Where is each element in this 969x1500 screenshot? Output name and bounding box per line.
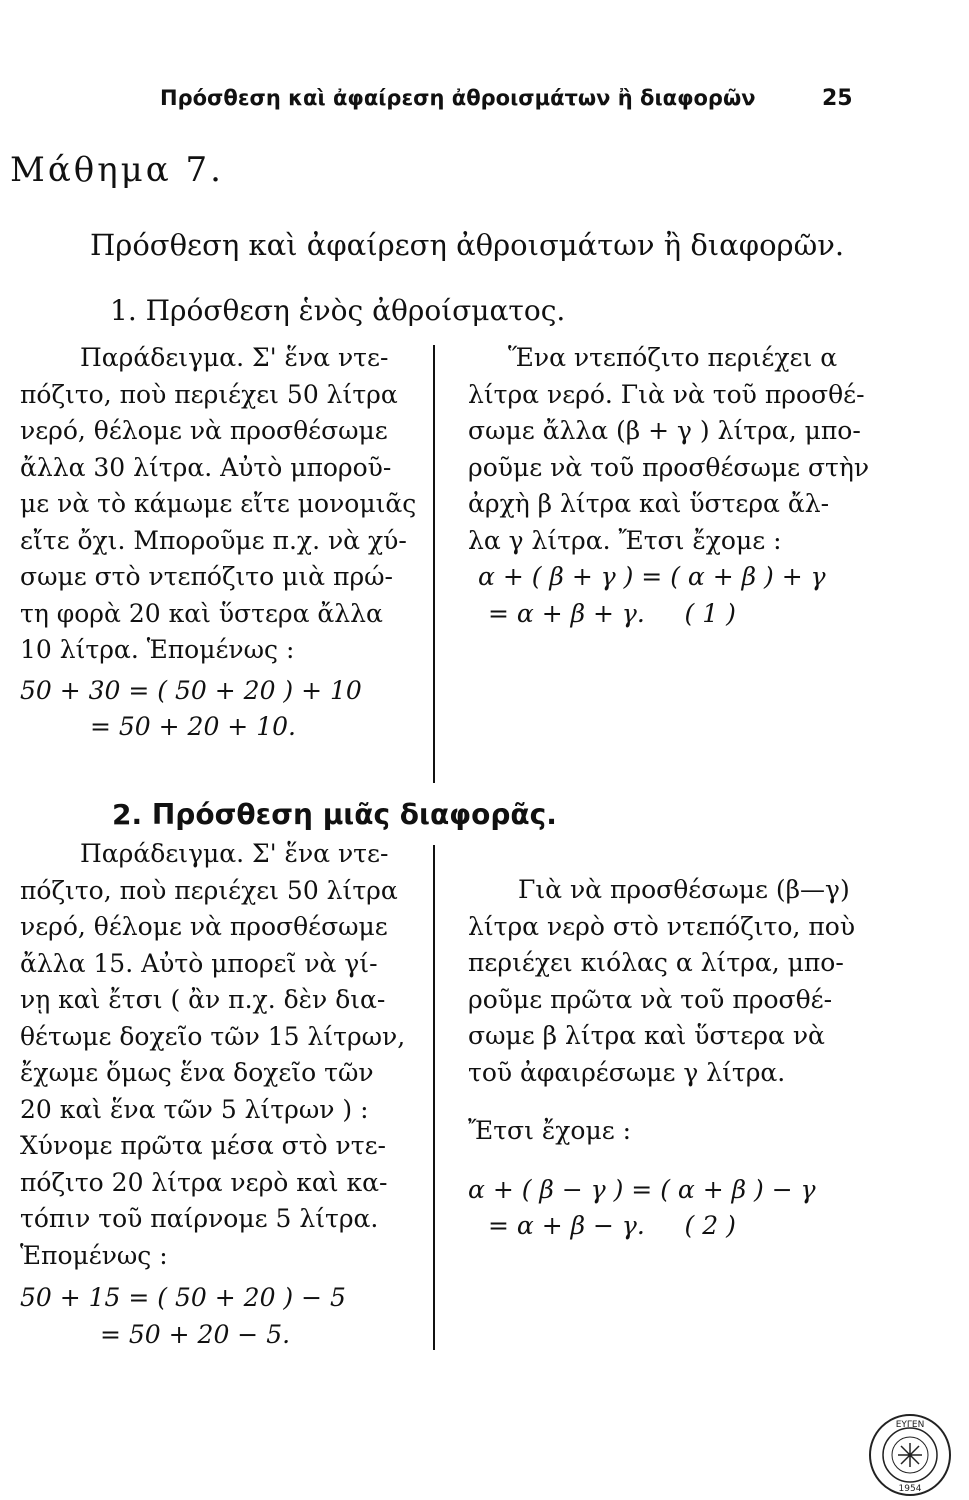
- text-line: ροῦμε νὰ τοῦ προσθέσωμε στὴν: [468, 452, 870, 482]
- formula-line: 50 + 15 = ( 50 + 20 ) − 5: [20, 1283, 346, 1312]
- text-line: πόζιτο, ποὺ περιέχει 50 λίτρα: [20, 875, 398, 905]
- text-line: περιέχει κιόλας α λίτρα, μπο-: [468, 948, 844, 977]
- text-line: ἔχωμε ὅμως ἕνα δοχεῖο τῶν: [20, 1058, 374, 1087]
- text-line: εἴτε ὄχι. Μποροῦμε π.χ. νὰ χύ-: [20, 525, 407, 555]
- text-line: τόπιν τοῦ παίρνομε 5 λίτρα.: [20, 1204, 379, 1233]
- text-line: σωμε στὸ ντεπόζιτο μιὰ πρώ-: [20, 562, 393, 591]
- section1-left-column: [20, 340, 430, 746]
- text-line: τοῦ ἀφαιρέσωμε γ λίτρα.: [468, 1057, 786, 1087]
- section1-heading: 1. Πρόσθεση ἑνὸς ἀθροίσματος.: [110, 294, 566, 327]
- formula-line: α + ( β + γ ) = ( α + β ) + γ: [478, 562, 826, 591]
- column-divider: [433, 345, 435, 783]
- running-head: Πρόσθεση καὶ ἀφαίρεση ἀθροισμάτων ἢ διαφορῶν: [160, 86, 756, 110]
- text-line: 20 καὶ ἕνα τῶν 5 λίτρων ) :: [20, 1094, 369, 1124]
- text-line: με νὰ τὸ κάμωμε εἴτε μονομιᾶς: [20, 489, 417, 518]
- column-divider: [433, 845, 435, 1350]
- text-line: νερό, θέλομε νὰ προσθέσωμε: [20, 416, 388, 445]
- text-line: Παράδειγμα. Σ' ἕνα ντε-: [80, 343, 389, 372]
- svg-text:1954: 1954: [898, 1484, 922, 1494]
- text-line: Ἕνα ντεπόζιτο περιέχει α: [508, 343, 838, 372]
- lesson-title: Μάθημα 7.: [10, 150, 224, 190]
- chapter-title: Πρόσθεση καὶ ἀφαίρεση ἀθροισμάτων ἢ διαφορῶν.: [90, 228, 845, 262]
- section2-left-column: [20, 836, 430, 1353]
- text-line: τη φορὰ 20 καὶ ὕστερα ἄλλα: [20, 598, 383, 628]
- text-line: νῃ καὶ ἔτσι ( ἂν π.χ. δὲν δια-: [20, 985, 386, 1014]
- text-line: Παράδειγμα. Σ' ἕνα ντε-: [80, 839, 389, 868]
- library-seal-icon: [868, 1413, 952, 1497]
- text-line: λίτρα νερὸ στὸ ντεπόζιτο, ποὺ: [468, 911, 856, 941]
- text-line: Χύνομε πρῶτα μέσα στὸ ντε-: [20, 1131, 386, 1160]
- formula-line: = 50 + 20 − 5.: [100, 1319, 291, 1349]
- text-line: ἄλλα 30 λίτρα. Αὐτὸ μποροῦ-: [20, 452, 392, 482]
- text-line: πόζιτο 20 λίτρα νερὸ καὶ κα-: [20, 1167, 388, 1197]
- formula-line: 50 + 30 = ( 50 + 20 ) + 10: [20, 675, 362, 705]
- text-line: πόζιτο, ποὺ περιέχει 50 λίτρα: [20, 379, 398, 409]
- formula-line: = 50 + 20 + 10.: [90, 712, 296, 741]
- text-line: Ἑπομένως :: [20, 1240, 168, 1270]
- section1-right-column: [468, 340, 958, 632]
- text-line: νερό, θέλομε νὰ προσθέσωμε: [20, 912, 388, 941]
- text-line: σωμε ἄλλα (β + γ ) λίτρα, μπο-: [468, 416, 861, 445]
- formula-line: = α + β + γ. ( 1 ): [488, 598, 736, 628]
- text-line: ροῦμε πρῶτα νὰ τοῦ προσθέ-: [468, 984, 833, 1014]
- text-line: Ἔτσι ἔχομε :: [468, 1116, 632, 1145]
- text-line: Γιὰ νὰ προσθέσωμε (β—γ): [518, 875, 850, 904]
- text-line: 10 λίτρα. Ἑπομένως :: [20, 635, 295, 664]
- section2-heading: 2. Πρόσθεση μιᾶς διαφορᾶς.: [112, 798, 557, 831]
- text-line: ἀρχὴ β λίτρα καὶ ὕστερα ἄλ-: [468, 489, 830, 518]
- section2-right-column: [468, 872, 958, 1245]
- svg-text:ΕΥΓΕΝ: ΕΥΓΕΝ: [895, 1420, 925, 1430]
- text-line: σωμε β λίτρα καὶ ὕστερα νὰ: [468, 1021, 825, 1050]
- text-line: θέτωμε δοχεῖο τῶν 15 λίτρων,: [20, 1021, 406, 1051]
- text-line: λα γ λίτρα. Ἔτσι ἔχομε :: [468, 525, 782, 555]
- formula-line: α + ( β − γ ) = ( α + β ) − γ: [468, 1174, 816, 1204]
- text-line: λίτρα νερό. Γιὰ νὰ τοῦ προσθέ-: [468, 379, 865, 409]
- page-number: 25: [822, 86, 853, 111]
- text-line: ἄλλα 15. Αὐτὸ μπορεῖ νὰ γί-: [20, 948, 378, 978]
- formula-line: = α + β − γ. ( 2 ): [488, 1211, 736, 1240]
